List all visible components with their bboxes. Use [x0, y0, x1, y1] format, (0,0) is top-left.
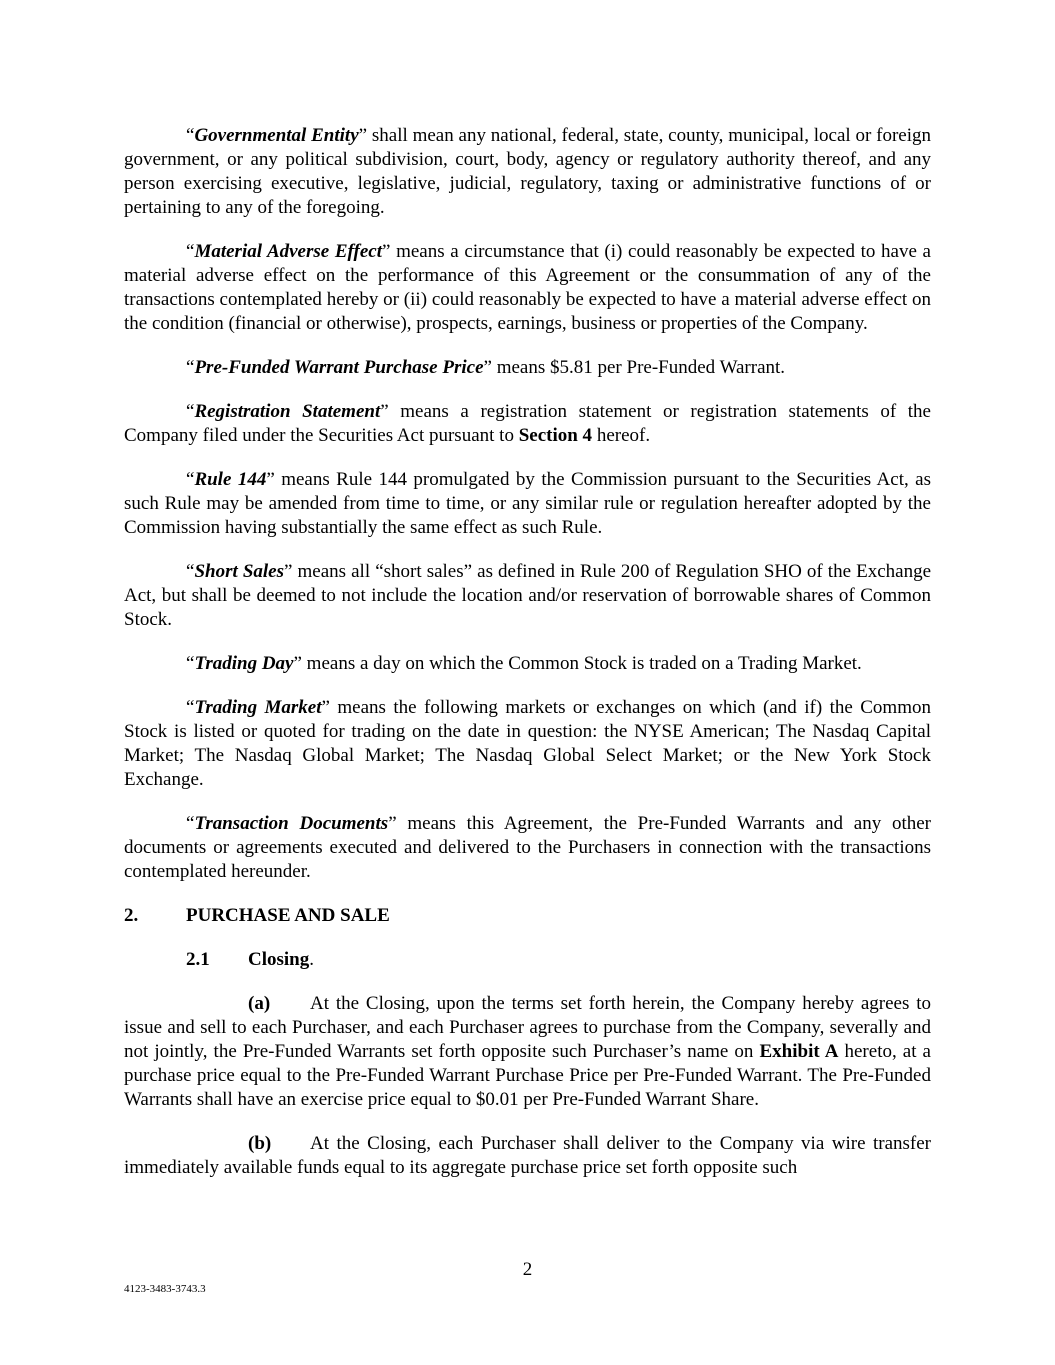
defined-term: Material Adverse Effect	[194, 241, 382, 262]
clause-label: (b)	[248, 1133, 272, 1154]
definition-transaction-documents: “Transaction Documents” means this Agreement, the Pre-Funded Warrants and any other documents or agreements executed and delivered to the Purchasers in connection with the transactions contemplated hereunder.	[124, 813, 931, 882]
definition-text: shall mean any national, federal, state, county, municipal, local or foreign government, or any political subdivision, court, body, agency or regulatory authority thereof, and any person exercising executive, legislative, judicial, regulatory, taxing or administrative functions of or pertaining to any of the foregoing.	[124, 125, 931, 218]
clause-text: At the Closing, upon the terms set forth herein, the Company hereby agrees to issue and sell to each Purchaser, and each Purchaser agrees to purchase from the Company, severally and not jointly, the Pre-Funded Warrants set forth opposite such Purchaser’s name on	[124, 993, 931, 1062]
definition-text: means a circumstance that (i) could reasonably be expected to have a material adverse effect on the performance of this Agreement or the consummation of any of the transactions contemplated hereby or (ii) could reasonably be expected to have a material adverse effect on the condition (financial or otherwise), prospects, earnings, business or properties of the Company.	[124, 241, 931, 334]
definition-material-adverse-effect: “Material Adverse Effect” means a circumstance that (i) could reasonably be expected to have a material adverse effect on the performance of this Agreement or the consummation of any of the transactions contemplated hereby or (ii) could reasonably be expected to have a material adverse effect on the condition (financial or otherwise), prospects, earnings, business or properties of the Company.	[124, 241, 931, 334]
definition-trading-day: “Trading Day” means a day on which the Common Stock is traded on a Trading Market.	[186, 653, 862, 674]
section-heading	[124, 904, 931, 928]
definition-rule-144: “Rule 144” means Rule 144 promulgated by the Commission pursuant to the Securities Act, as such Rule may be amended from time to time, or any similar rule or regulation hereafter adopted by the Commission having substantially the same effect as such Rule.	[124, 469, 931, 538]
definition-short-sales: “Short Sales” means all “short sales” as defined in Rule 200 of Regulation SHO of the Exchange Act, but shall be deemed to not include the location and/or reservation of borrowable shares of Common Stock.	[124, 561, 931, 630]
definition-pre-funded-warrant-purchase-price: “Pre-Funded Warrant Purchase Price” means $5.81 per Pre-Funded Warrant.	[186, 357, 786, 378]
definition-text: means the following markets or exchanges on which (and if) the Common Stock is listed or quoted for trading on the date in question: the NYSE American; The Nasdaq Capital Market; The Nasdaq Global Market; The Nasdaq Global Select Market; or the New York Stock Exchange.	[124, 697, 931, 790]
defined-term: Pre-Funded Warrant Purchase Price	[194, 357, 484, 378]
defined-term: Trading Day	[194, 653, 294, 674]
section-title: PURCHASE AND SALE	[186, 905, 390, 926]
definition-text-after: hereof.	[592, 425, 651, 446]
definition-trading-market: “Trading Market” means the following markets or exchanges on which (and if) the Common Stock is listed or quoted for trading on the date in question: the NYSE American; The Nasdaq Capital Market; The Nasdaq Global Market; The Nasdaq Global Select Market; or the New York Stock Exchange.	[124, 697, 931, 790]
defined-term: Rule 144	[194, 469, 267, 490]
exhibit-reference: Exhibit A	[759, 1041, 839, 1062]
clause-label: (a)	[248, 993, 271, 1014]
defined-term: Trading Market	[194, 697, 322, 718]
definition-text: means all “short sales” as defined in Rule 200 of Regulation SHO of the Exchange Act, but shall be deemed to not include the location and/or reservation of borrowable shares of Common Stock.	[124, 561, 931, 630]
subsection-number: 2.1	[186, 949, 210, 970]
clause-a	[124, 992, 931, 1112]
definition-text: means a registration statement or registration statements of the Company filed under the Securities Act pursuant to	[124, 401, 931, 446]
clause-text: At the Closing, each Purchaser shall deliver to the Company via wire transfer immediately available funds equal to its aggregate purchase price set forth opposite such	[124, 1133, 931, 1178]
clause-text-after: hereto, at a purchase price equal to the Pre-Funded Warrant Purchase Price per Pre-Funded Warrant. The Pre-Funded Warrants shall have an exercise price equal to $0.01 per Pre-Funded Warrant Share.	[124, 1041, 931, 1110]
subsection-trailing: .	[309, 949, 314, 970]
section-reference: Section 4	[518, 425, 593, 446]
defined-term: Short Sales	[194, 561, 284, 582]
definition-text: means Rule 144 promulgated by the Commission pursuant to the Securities Act, as such Rule may be amended from time to time, or any similar rule or regulation hereafter adopted by the Commission having substantially the same effect as such Rule.	[124, 469, 931, 538]
definition-text: means this Agreement, the Pre-Funded Warrants and any other documents or agreements executed and delivered to the Purchasers in connection with the transactions contemplated hereunder.	[124, 813, 931, 882]
document-id: 4123-3483-3743.3	[124, 1283, 206, 1295]
defined-term: Transaction Documents	[194, 813, 389, 834]
definition-registration-statement: “Registration Statement” means a registration statement or registration statements of the Company filed under the Securities Act pursuant to Section 4 hereof.	[124, 401, 931, 446]
defined-term: Registration Statement	[194, 401, 381, 422]
subsection-title: Closing	[248, 949, 310, 970]
definition-text: means $5.81 per Pre-Funded Warrant.	[491, 357, 786, 378]
document-page	[124, 124, 931, 1200]
definition-governmental-entity: “Governmental Entity” shall mean any national, federal, state, county, municipal, local or foreign government, or any political subdivision, court, body, agency or regulatory authority thereof, and any person exercising executive, legislative, judicial, regulatory, taxing or administrative functions of or pertaining to any of the foregoing.	[124, 125, 931, 218]
section-number: 2.	[124, 905, 139, 926]
definition-text: means a day on which the Common Stock is traded on a Trading Market.	[301, 653, 862, 674]
subsection-heading	[186, 948, 931, 972]
page-number: 2	[522, 1259, 533, 1280]
clause-b	[124, 1132, 931, 1180]
defined-term: Governmental Entity	[194, 125, 359, 146]
